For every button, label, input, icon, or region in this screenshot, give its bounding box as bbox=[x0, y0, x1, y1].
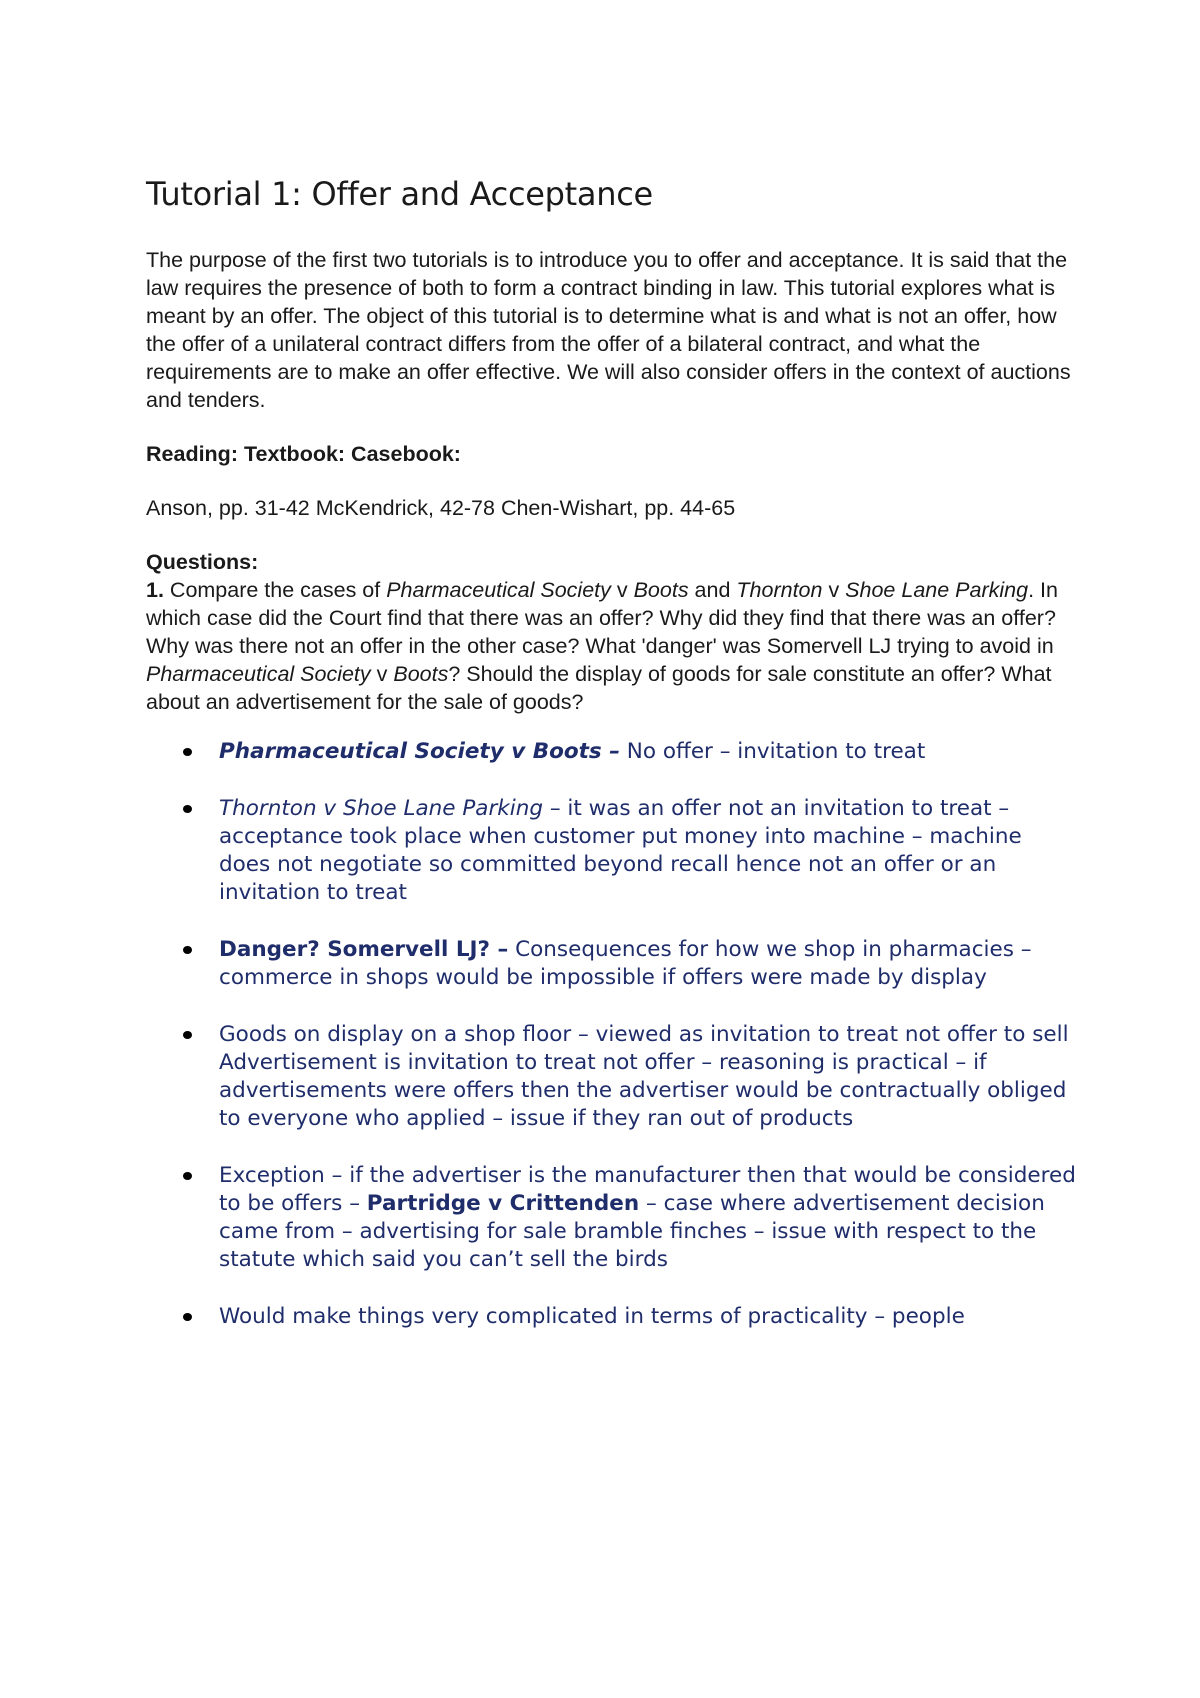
question-text: Compare the cases of bbox=[163, 578, 387, 602]
answer-text: Goods on display on a shop floor – viewed as invitation to treat not offer to sell Advertisement is invitation to treat not offer – reasoning is practical – if advertisements were offers then the advertiser would be contractually obliged to everyone who applied – issue if they ran out of products bbox=[219, 1022, 1069, 1131]
list-item bbox=[146, 1021, 1076, 1133]
answer-text: Exception – if the advertiser is the manufacturer then that would be considered to be offers – bbox=[219, 1163, 1076, 1216]
answer-text: Would make things very complicated in terms of practicality – people bbox=[219, 1304, 965, 1329]
question-text: ? Should the display of goods for sale constitute an offer? What about an advertisement for the sale of goods? bbox=[146, 662, 1052, 714]
answer-text: Consequences for how we shop in pharmacies – commerce in shops would be impossible if offers were made by display bbox=[219, 937, 1032, 990]
bullet-icon bbox=[183, 748, 192, 756]
list-item bbox=[146, 795, 1076, 907]
reading-sources: Anson, pp. 31-42 McKendrick, 42-78 Chen-Wishart, pp. 44-65 bbox=[146, 496, 736, 520]
question-1 bbox=[146, 576, 1076, 716]
case-name: Partridge v Crittenden bbox=[366, 1191, 640, 1216]
question-number: 1. bbox=[146, 578, 164, 602]
list-item bbox=[146, 1162, 1076, 1274]
list-item bbox=[146, 1303, 1076, 1331]
reading-heading: Reading: Textbook: Casebook: bbox=[146, 442, 461, 466]
document-page bbox=[146, 172, 1076, 1360]
answer-list bbox=[146, 738, 1076, 1331]
question-text: . In which case did the Court find that there was an offer? Why did they find that there was an offer? Why was there not an offer in the other case? What 'danger' was Somervell LJ trying to avoid in bbox=[146, 578, 1058, 658]
answer-lead: Danger? Somervell LJ? – bbox=[219, 937, 509, 962]
bullet-icon bbox=[183, 805, 192, 813]
bullet-icon bbox=[183, 946, 192, 954]
question-text: v bbox=[370, 662, 394, 686]
answer-text: No offer – invitation to treat bbox=[619, 739, 926, 764]
list-item bbox=[146, 936, 1076, 992]
bullet-icon bbox=[183, 1313, 192, 1321]
case-name: Boots bbox=[393, 662, 449, 686]
answer-lead: Pharmaceutical Society v Boots – bbox=[219, 739, 620, 764]
case-name: Pharmaceutical Society bbox=[386, 578, 611, 602]
answer-text: – it was an offer not an invitation to treat – acceptance took place when customer put money into machine – machine does not negotiate so committed beyond recall hence not an offer or an invitation to treat bbox=[219, 796, 1022, 905]
answer-lead: Thornton v Shoe Lane Parking bbox=[219, 796, 543, 821]
intro-paragraph: The purpose of the first two tutorials is to introduce you to offer and acceptance. It is said that the law requires the presence of both to form a contract binding in law. This tutorial explores what is meant by an offer. The object of this tutorial is to determine what is and what is not an offer, how the offer of a unilateral contract differs from the offer of a bilateral contract, and what the requirements are to make an offer effective. We will also consider offers in the context of auctions and tenders. bbox=[146, 248, 1071, 412]
answer-text: – case where advertisement decision came from – advertising for sale bramble finches – issue with respect to the statute which said you can’t sell the birds bbox=[219, 1191, 1045, 1272]
question-text: v bbox=[822, 578, 846, 602]
case-name: Shoe Lane Parking bbox=[845, 578, 1029, 602]
case-name: Pharmaceutical Society bbox=[146, 662, 371, 686]
page-title: Tutorial 1: Offer and Acceptance bbox=[146, 175, 653, 213]
case-name: Boots bbox=[633, 578, 689, 602]
question-text: v bbox=[610, 578, 634, 602]
question-text: and bbox=[688, 578, 737, 602]
list-item bbox=[146, 738, 1076, 766]
bullet-icon bbox=[183, 1172, 192, 1180]
bullet-icon bbox=[183, 1031, 192, 1039]
questions-heading: Questions: bbox=[146, 550, 259, 574]
case-name: Thornton bbox=[736, 578, 823, 602]
